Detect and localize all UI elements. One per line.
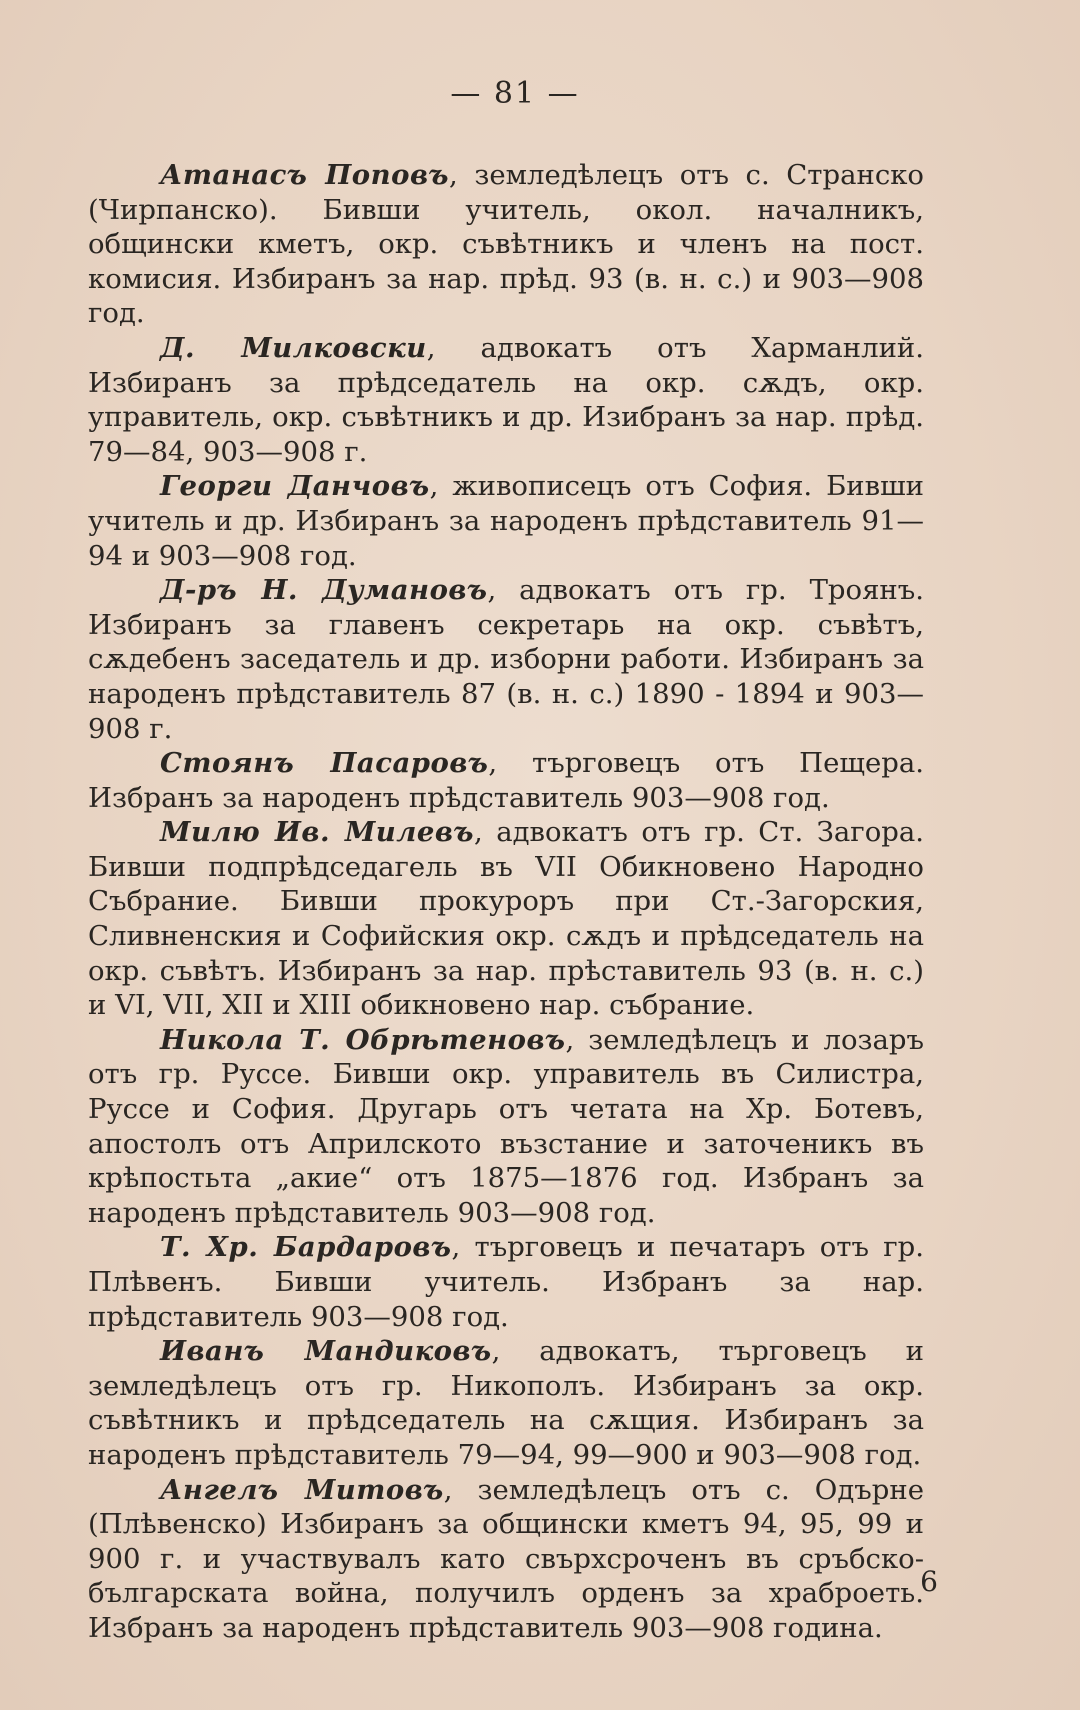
entry-text: , живописецъ отъ София. Бивши учитель и др. Избиранъ за народенъ прѣдставитель 91—94 и 903—908 год. (88, 470, 924, 572)
entry-text: , търговецъ и печатаръ отъ гр. Плѣвенъ. Бивши учитель. Избранъ за нар. прѣдставитель 903—908 год. (88, 1231, 924, 1333)
person-name: Д. Милковски (160, 331, 427, 364)
biography-entry (88, 1334, 924, 1472)
person-name: Ангелъ Митовъ (160, 1473, 444, 1506)
biography-entry (88, 1023, 924, 1231)
entry-text: , земледѣлецъ и лозаръ отъ гр. Руссе. Бивши окр. управитель въ Силистра, Руссе и София. Другарь отъ четата на Хр. Ботевъ, апостолъ отъ Априлското възстание и заточеникъ въ крѣпостьта „акие“ отъ 1875—1876 год. Избранъ за народенъ прѣдставитель 903—908 год. (88, 1023, 924, 1229)
entry-text: , земледѣлецъ отъ с. Одърне (Плѣвенско) Избиранъ за общински кметъ 94, 95, 99 и 900 г. и участвувалъ като свърхсроченъ въ сръбско-българската война, получилъ орденъ за храброеть. Избранъ за народенъ прѣдставитель 903—908 година. (88, 1473, 924, 1644)
biography-entry (88, 331, 924, 469)
entry-text: , адвокатъ отъ гр. Ст. Загора. Бивши подпрѣдседагель въ VII Обикновено Народно Събрание. Бивши прокуроръ при Ст.-Загорския, Сливненския и Софийския окр. сѫдъ и прѣдседатель на окр. съвѣтъ. Избиранъ за нар. прѣставитель 93 (в. н. с.) и VI, VII, XII и XIII обикновено нар. събрание. (88, 816, 925, 1022)
entry-text: , земледѣлецъ отъ с. Странско (Чирпанско). Бивши учитель, окол. началникъ, общински кметъ, окр. съвѣтникъ и членъ на пост. комисия. Избиранъ за нар. прѣд. 93 (в. н. с.) и 903—908 год. (88, 159, 924, 330)
entry-text: , търговецъ отъ Пещера. Избранъ за народенъ прѣдставитель 903—908 год. (88, 747, 924, 814)
biography-entry (88, 815, 924, 1023)
person-name: Д-ръ Н. Думановъ (160, 574, 488, 607)
person-name: Иванъ Мандиковъ (160, 1335, 492, 1368)
biography-entry (88, 746, 924, 815)
person-name: Никола Т. Обрѣтеновъ (160, 1023, 566, 1056)
biography-entry (88, 469, 924, 573)
printer-signature-mark: 6 (920, 1565, 938, 1598)
page-number: — 81 — (450, 76, 580, 111)
biography-entry (88, 158, 924, 331)
biography-entry (88, 1230, 924, 1334)
entry-text: , адвокатъ, търговецъ и земледѣлецъ отъ гр. Никополъ. Избиранъ за окр. съвѣтникъ и прѣдседатель на сѫщия. Избиранъ за народенъ прѣдставитель 79—94, 99—900 и 903—908 год. (88, 1335, 924, 1471)
biography-entry (88, 573, 924, 746)
person-name: Атанасъ Поповъ (160, 159, 450, 191)
person-name: Стоянъ Пасаровъ (160, 747, 489, 780)
person-name: Т. Хр. Бардаровъ (160, 1231, 452, 1264)
biography-entry (88, 1473, 924, 1646)
entry-text: , адвокатъ отъ гр. Троянъ. Избиранъ за главенъ секретарь на окр. съвѣтъ, сѫдебенъ заседатель и др. изборни работи. Избиранъ за народенъ прѣдставитель 87 (в. н. с.) 1890 - 1894 и 903—908 г. (88, 574, 924, 745)
person-name: Георги Данчовъ (160, 470, 430, 503)
biography-list (88, 158, 924, 1646)
entry-text: , адвокатъ отъ Харманлий. Избиранъ за прѣдседатель на окр. сѫдъ, окр. управитель, окр. съвѣтникъ и др. Изибранъ за нар. прѣд. 79—84, 903—908 г. (88, 331, 924, 468)
person-name: Милю Ив. Милевъ (160, 816, 474, 849)
